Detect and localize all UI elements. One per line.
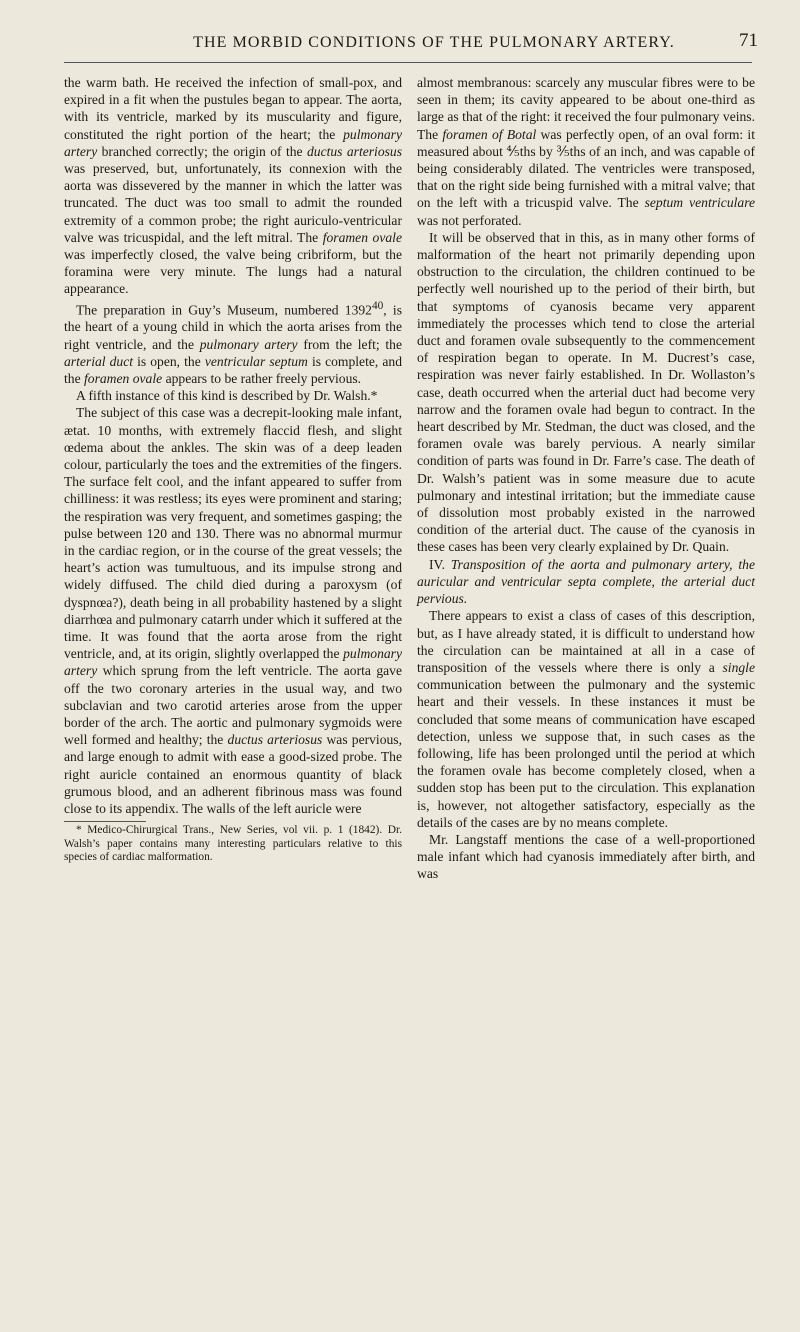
- superscript: 40: [371, 299, 384, 312]
- paragraph: [64, 387, 402, 404]
- italic-term: arterial duct: [64, 353, 134, 369]
- text-run: is complete, and the: [64, 353, 403, 386]
- paragraph: [417, 607, 755, 831]
- footnote-rule: [64, 821, 146, 822]
- text-run: A fifth instance of this kind is described by Dr. Walsh.*: [76, 388, 378, 404]
- text-run: Mr. Langstaff mentions the case of a well-proportioned male infant which had cyanosis immediately after birth, and was: [417, 831, 755, 882]
- paragraph: [417, 74, 755, 229]
- text-run: the warm bath. He received the infection of small-pox, and expired in a fit when the pustules began to appear. The aorta, with its ventricle, marked by its muscularity and figure, constituted the right portion of the heart; the: [64, 75, 402, 142]
- text-run: almost membranous: scarcely any muscular fibres were to be seen in them; its cavity appeared to be about one-third as large as that of the right: it received the four pulmonary veins. The: [417, 75, 755, 142]
- running-title: THE MORBID CONDITIONS OF THE PULMONARY ARTERY.: [193, 34, 675, 51]
- text-run: was pervious, and large enough to admit with ease a good-sized probe. The right auricle contained an enormous quantity of black grumous blood, and an adherent fibrinous mass was found close to its appendix. The walls of the left auricle were: [64, 732, 402, 817]
- text-run: is open, the: [133, 353, 205, 369]
- text-run: It will be observed that in this, as in many other forms of malformation of the heart not primarily depending upon obstruction to the circulation, the children continued to be perfectly well nourished up to the period of their birth, but that symptoms of cyanosis became very apparent immediately the processes which tend to close the arterial duct and foramen ovale subsequently to the commencement of respiration began to operate. In M. Ducrest’s case, respiration was never fairly established. In Dr. Wollaston’s case, death occurred when the arterial duct had become very narrow and the foramen ovale had begun to contract. In the heart described by Mr. Stedman, the duct was closed, and the foramen ovale was barely pervious. A nearly similar condition of parts was found in Dr. Farre’s case. The death of Dr. Walsh’s patient was in some measure due to acute pulmonary and intestinal irritation; but the immediate cause of dissolution most probably existed in the narrowed condition of the arterial duct. The cause of the cyanosis in these cases has been very clearly explained by Dr. Quain.: [417, 229, 755, 555]
- page-number: 71: [739, 30, 758, 51]
- text-run: communication between the pulmonary and the systemic heart and their vessels. In these instances it must be concluded that some means of communication have escaped detection, unless we suppose that, in such cases as the following, life has been prolonged until the period at which the foramen ovale has become completely closed, when a sudden stop has been put to the circulation. This explanation is, however, not altogether satisfactory, especially as the details of the cases are by no means complete.: [417, 677, 755, 830]
- text-run: which sprung from the left ventricle. The aorta gave off the two coronary arteries in the usual way, and two subclavian and two carotid arteries arose from the upper border of the arch. The aortic and pulmonary sygmoids were well formed and healthy; the: [64, 663, 402, 748]
- paragraph: [64, 298, 402, 388]
- italic-term: pulmonary artery: [64, 126, 402, 159]
- left-column: [64, 74, 402, 864]
- paragraph: [417, 229, 755, 556]
- section-title: Transposition of the aorta and pulmonary artery, the auricular and ventricular septa complete, the arterial duct pervious.: [417, 556, 755, 607]
- italic-term: ductus arteriosus: [227, 732, 323, 748]
- text-run: The preparation in Guy’s Museum, numbered 1392: [76, 302, 372, 318]
- text-run: , is the heart of a young child in which the aorta arises from the right ventricle, and the: [64, 302, 402, 352]
- paragraph: [64, 404, 402, 817]
- italic-term: single: [722, 659, 755, 675]
- italic-term: foramen ovale: [84, 370, 163, 386]
- text-run: was perfectly open, of an oval form: it measured about ⅘ths by ⅗ths of an inch, and was capable of being considerably dilated. The ventricles were transposed, that on the right side being furnished with a mitral valve; that on the left with a tricuspid valve. The: [417, 126, 755, 211]
- text-run: * Medico-Chirurgical Trans., New Series, vol vii. p. 1 (1842). Dr. Walsh’s paper contains many interesting particulars relative to this species of cardiac malformation.: [64, 824, 402, 864]
- italic-term: foramen of Botal: [442, 126, 537, 142]
- text-run: was imperfectly closed, the valve being cribriform, but the foramina were very minute. The lungs had a natural appearance.: [64, 247, 402, 297]
- italic-term: ductus arteriosus: [306, 143, 403, 159]
- paragraph: [417, 831, 755, 883]
- italic-term: pulmonary artery: [64, 646, 402, 679]
- text-run: was not perforated.: [417, 212, 522, 228]
- italic-term: foramen ovale: [322, 229, 402, 245]
- italic-term: pulmonary artery: [199, 336, 298, 352]
- paragraph: [64, 74, 402, 298]
- right-column: [417, 74, 755, 883]
- text-run: The subject of this case was a decrepit-looking male infant, ætat. 10 months, with extremely flaccid flesh, and slight œdema about the ankles. The skin was of a deep leaden colour, particularly the toes and the extremities of the fingers. The surface felt cool, and the infant appeared to suffer from chilliness: it was restless; its eyes were prominent and staring; the respiration was very frequent, and sometimes gasping; the pulse between 120 and 130. There was no abnormal murmur in the cardiac region, or in the course of the great vessels; the heart’s action was tumultuous, and its impulse strong and widely diffused. The child died during a paroxysm (of dyspnœa?), death being in all probability hastened by a slight diarrhœa and pulmonary catarrh under which it suffered at the time. It was found that the aorta arose from the right ventricle, and, at its origin, slightly overlapped the: [64, 405, 402, 662]
- italic-term: ventricular septum: [204, 353, 308, 369]
- section-number: IV.: [429, 556, 445, 572]
- section-heading: [417, 556, 755, 608]
- text-run: from the left; the: [297, 336, 403, 352]
- text-run: There appears to exist a class of cases of this description, but, as I have already stated, it is difficult to understand how the circulation can be maintained at all in a case of transposition of the vessels where there is only a: [417, 608, 755, 675]
- text-run: appears to be rather freely pervious.: [162, 370, 362, 386]
- italic-term: septum ventriculare: [644, 195, 756, 211]
- footnote: [64, 824, 402, 864]
- header-rule: [64, 62, 752, 63]
- text-run: branched correctly; the origin of the: [97, 143, 307, 159]
- text-run: was preserved, but, unfortunately, its connexion with the aorta was dissevered by the manner in which the latter was truncated. The duct was too small to admit the rounded extremity of a common probe; the right auriculo-ventricular valve was tricuspidal, and the left mitral. The: [64, 161, 402, 245]
